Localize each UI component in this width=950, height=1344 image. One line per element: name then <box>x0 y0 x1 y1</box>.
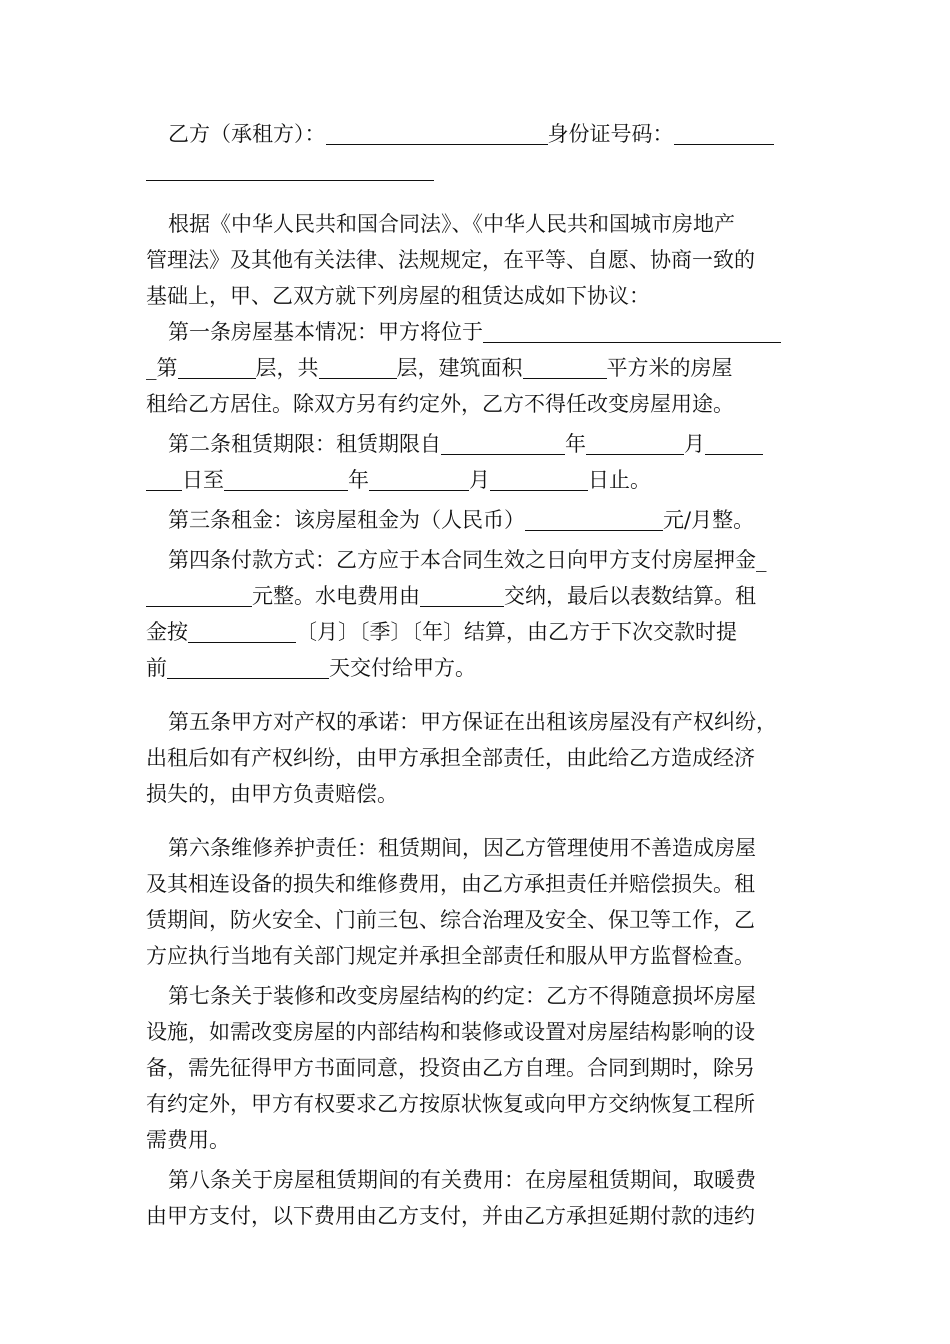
party-b-label: 乙方（承租方）： <box>168 122 326 146</box>
art1-line-2 <box>146 350 811 386</box>
art2-year-label-1: 年 <box>565 432 586 456</box>
art4-text-3: 交纳，最后以表数结算。租 <box>504 584 756 608</box>
art4-utility-payer-blank <box>420 584 504 607</box>
art1-text-5: 平方米的房屋 <box>606 356 733 380</box>
party-b-id-continuation <box>146 152 811 188</box>
art1-line-3: 租给乙方居住。除双方另有约定外，乙方不得任改变房屋用途。 <box>146 392 734 416</box>
art2-day-label: 日至 <box>182 468 224 492</box>
art3-text-2: 元/月整。 <box>663 508 755 532</box>
art4-line-4 <box>146 650 811 686</box>
art2-text-1: 第二条租赁期限：租赁期限自 <box>168 432 441 456</box>
art2-month-label-1: 月 <box>684 432 705 456</box>
art7-line-5: 需费用。 <box>146 1128 230 1152</box>
party-b-name-blank <box>326 122 548 145</box>
art2-end-label: 日止。 <box>588 468 651 492</box>
art5-line-3: 损失的，由甲方负责赔偿。 <box>146 782 398 806</box>
art1-text-2: _第 <box>146 356 178 380</box>
art1-text-1: 第一条房屋基本情况：甲方将位于 <box>168 320 483 344</box>
party-b-id-blank-2 <box>146 158 434 181</box>
party-b-id-blank <box>674 122 774 145</box>
art1-text-3: 层，共 <box>255 356 319 380</box>
art4-line-2 <box>146 578 811 614</box>
art7-line-2: 设施，如需改变房屋的内部结构和装修或设置对房屋结构影响的设 <box>146 1020 755 1044</box>
art2-end-year-blank <box>224 468 348 491</box>
art4-line-1: 第四条付款方式：乙方应于本合同生效之日向甲方支付房屋押金_ <box>168 548 767 572</box>
preamble-line-1: 根据《中华人民共和国合同法》、《中华人民共和国城市房地产 <box>168 212 735 236</box>
art3-line-1 <box>146 502 811 538</box>
art2-line-2 <box>146 462 811 498</box>
art5-line-1: 第五条甲方对产权的承诺：甲方保证在出租该房屋没有产权纠纷， <box>168 710 777 734</box>
art1-line-1 <box>146 314 811 350</box>
art7-line-3: 备，需先征得甲方书面同意，投资由乙方自理。合同到期时，除另 <box>146 1056 755 1080</box>
art4-text-2: 元整。水电费用由 <box>252 584 420 608</box>
art2-year-label-2: 年 <box>348 468 369 492</box>
art1-text-4: 层，建筑面积 <box>396 356 523 380</box>
art2-start-year-blank <box>441 432 565 455</box>
art2-end-month-blank <box>369 468 469 491</box>
art4-text-6: 前 <box>146 656 167 680</box>
art6-line-2: 及其相连设备的损失和维修费用，由乙方承担责任并赔偿损失。租 <box>146 872 755 896</box>
art2-start-day-blank <box>705 432 763 455</box>
art8-line-2: 由甲方支付，以下费用由乙方支付，并由乙方承担延期付款的违约 <box>146 1204 755 1228</box>
art6-line-4: 方应执行当地有关部门规定并承担全部责任和服从甲方监督检查。 <box>146 944 755 968</box>
art4-line-3 <box>146 614 811 650</box>
art2-line-1 <box>146 426 811 462</box>
art4-days-blank <box>167 656 329 679</box>
art3-text-1: 第三条租金：该房屋租金为（人民币） <box>168 508 525 532</box>
art2-end-day-blank <box>490 468 588 491</box>
art6-line-3: 赁期间，防火安全、门前三包、综合治理及安全、保卫等工作，乙 <box>146 908 755 932</box>
preamble-line-2: 管理法》及其他有关法律、法规规定，在平等、自愿、协商一致的 <box>146 248 755 272</box>
art4-text-4: 金按 <box>146 620 188 644</box>
art4-deposit-blank <box>146 584 252 607</box>
art1-location-blank <box>483 320 781 343</box>
art4-rent-period-blank <box>188 620 296 643</box>
art4-text-7: 天交付给甲方。 <box>329 656 476 680</box>
art6-line-1: 第六条维修养护责任：租赁期间，因乙方管理使用不善造成房屋 <box>168 836 756 860</box>
art7-line-1: 第七条关于装修和改变房屋结构的约定：乙方不得随意损坏房屋 <box>168 984 756 1008</box>
art2-month-label-2: 月 <box>469 468 490 492</box>
art2-start-day-blank-2 <box>146 468 182 491</box>
art1-area-blank <box>523 356 607 379</box>
preamble-line-3: 基础上，甲、乙双方就下列房屋的租赁达成如下协议： <box>146 284 650 308</box>
contract-page <box>146 116 811 1234</box>
art7-line-4: 有约定外，甲方有权要求乙方按原状恢复或向甲方交纳恢复工程所 <box>146 1092 755 1116</box>
art1-floor-blank <box>178 356 256 379</box>
art4-text-5: 〔月〕〔季〕〔年〕结算，由乙方于下次交款时提 <box>296 620 737 644</box>
party-b-id-label: 身份证号码： <box>547 122 674 146</box>
party-b-line <box>146 116 811 152</box>
art1-total-floors-blank <box>319 356 397 379</box>
art5-line-2: 出租后如有产权纠纷，由甲方承担全部责任，由此给乙方造成经济 <box>146 746 755 770</box>
art8-line-1: 第八条关于房屋租赁期间的有关费用：在房屋租赁期间，取暖费 <box>168 1168 756 1192</box>
art3-rent-blank <box>525 508 663 531</box>
art2-start-month-blank <box>586 432 684 455</box>
